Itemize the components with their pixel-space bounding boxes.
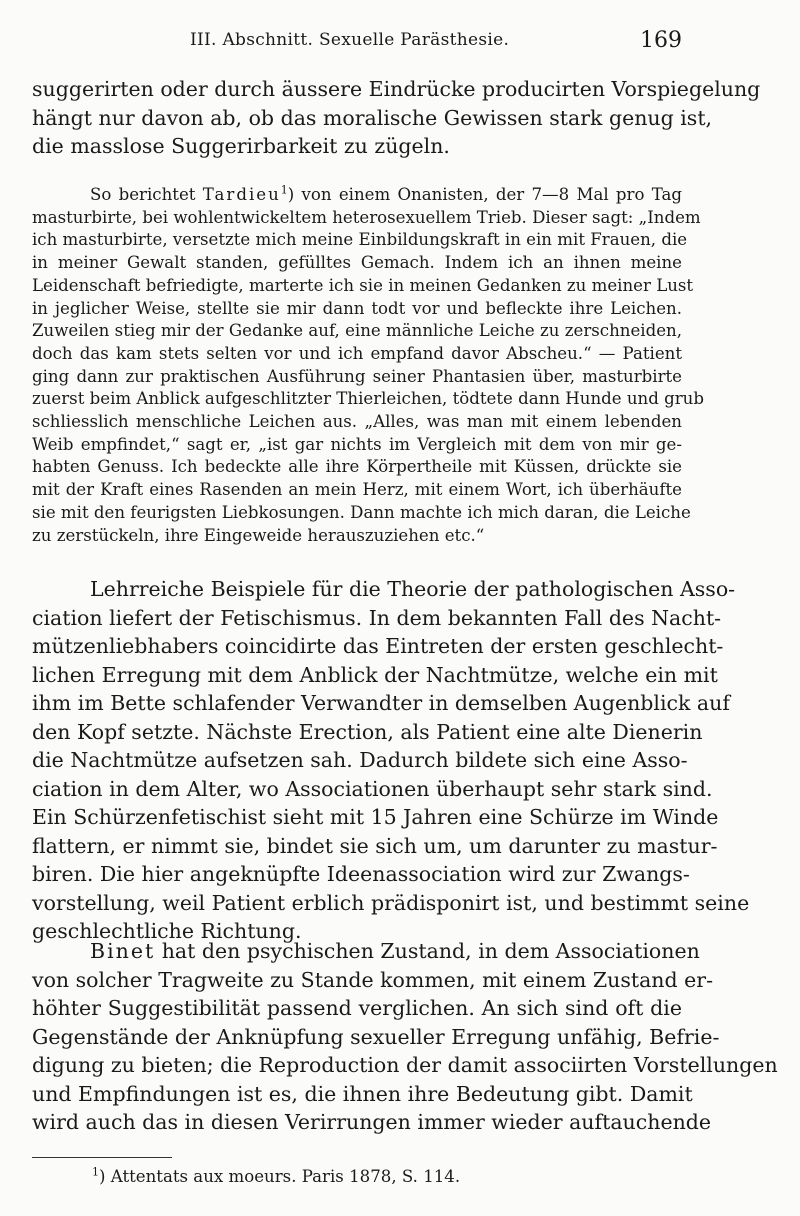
text-line: höhter Suggestibilität passend verglichen. An sich sind oft die [32,996,682,1020]
quote-block [32,183,704,547]
text-line: die Nachtmütze aufsetzen sah. Dadurch bildete sich eine Asso- [32,748,688,772]
text-line: vorstellung, weil Patient erblich prädisponirt ist, und bestimmt seine [32,890,750,915]
text-line: mit der Kraft eines Rasenden an mein Herz, mit einem Wort, ich überhäufte [32,480,682,500]
chapter-title: III. Abschnitt. Sexuelle Parästhesie. [190,30,510,50]
page-number: 169 [640,28,682,53]
footnote-text: ) Attentats aux moeurs. Paris 1878, S. 114. [99,1167,461,1186]
text-line: hängt nur davon ab, ob das moralische Gewissen stark genug ist, [32,105,713,130]
binet-author: Binet [90,939,156,963]
footnote-mark: 1 [280,183,288,197]
text-line: in meiner Gewalt standen, gefülltes Gemach. Indem ich an ihnen meine [32,253,682,273]
quote-author: Tardieu [202,185,281,204]
text-line: geschlechtliche Richtung. [32,919,302,943]
text-line: doch das kam stets selten vor und ich empfand davor Abscheu.“ — Patient [32,343,682,363]
text-line: Weib empfindet,“ sagt er, „ist gar nichts im Vergleich mit dem von mir ge- [32,434,682,454]
text-line: mützenliebhabers coincidirte das Eintreten der ersten geschlecht- [32,634,724,658]
text-line: sie mit den feurigsten Liebkosungen. Dann machte ich mich daran, die Leiche [32,502,691,522]
text-line: in jeglicher Weise, stellte sie mir dann todt vor und befleckte ihre Leichen. [32,298,682,318]
quote-prefix: So berichtet [90,185,196,204]
text-line: ciation in dem Alter, wo Associationen überhaupt sehr stark sind. [32,776,713,801]
text-line: Ein Schürzenfetischist sieht mit 15 Jahren eine Schürze im Winde [32,805,719,829]
text-line: Gegenstände der Anknüpfung sexueller Erregung unfähig, Befrie- [32,1024,720,1049]
quote-first-line: von einem Onanisten, der 7—8 Mal pro Tag [301,185,683,204]
text-line: masturbirte, bei wohlentwickeltem heterosexuellem Trieb. Dieser sagt: „Indem [32,207,701,227]
text-line: Leidenschaft befriedigte, marterte ich sie in meinen Gedanken zu meiner Lust [32,275,694,295]
text-line: von solcher Tragweite zu Stande kommen, mit einem Zustand er- [32,967,713,992]
paragraph-fetishism [32,575,750,946]
footnote-divider [32,1157,172,1158]
text-line: habten Genuss. Ich bedeckte alle ihre Körpertheile mit Küssen, drückte sie [32,457,682,477]
text-line: digung zu bieten; die Reproduction der damit associirten Vorstellungen [32,1053,778,1077]
text-line: und Empfindungen ist es, die ihnen ihre Bedeutung gibt. Damit [32,1081,693,1106]
text-line: zu zerstückeln, ihre Eingeweide herauszuziehen etc.“ [32,525,485,545]
running-head [190,30,690,60]
text-line: schliesslich menschliche Leichen aus. „Alles, was man mit einem lebenden [32,412,682,432]
text-line: ciation liefert der Fetischismus. In dem bekannten Fall des Nacht- [32,605,722,630]
text-line: flattern, er nimmt sie, bindet sie sich um, um darunter zu mastur- [32,833,718,858]
paragraph-intro [32,75,761,161]
text-line: biren. Die hier angeknüpfte Ideenassociation wird zur Zwangs- [32,862,690,886]
text-line: Zuweilen stieg mir der Gedanke auf, eine männliche Leiche zu zerschneiden, [32,321,682,341]
text-line: wird auch das in diesen Verirrungen immer wieder auftauchende [32,1110,712,1134]
footnote [92,1166,460,1188]
text-line: Lehrreiche Beispiele für die Theorie der pathologischen Asso- [90,577,736,601]
text-line: suggerirten oder durch äussere Eindrücke producirten Vorspiegelung [32,77,761,101]
text-line: zuerst beim Anblick aufgeschlitzter Thierleichen, tödtete dann Hunde und grub [32,389,704,409]
text-line: die masslose Suggerirbarkeit zu zügeln. [32,134,450,158]
text-line: den Kopf setzte. Nächste Erection, als Patient eine alte Dienerin [32,719,703,744]
binet-first-line: hat den psychischen Zustand, in dem Associationen [161,939,700,963]
text-line: lichen Erregung mit dem Anblick der Nachtmütze, welche ein mit [32,662,718,687]
text-line: ging dann zur praktischen Ausführung seiner Phantasien über, masturbirte [32,366,682,386]
text-line: ihm im Bette schlafender Verwandter in demselben Augenblick auf [32,691,730,715]
text-line: ich masturbirte, versetzte mich meine Einbildungskraft in ein mit Frauen, die [32,230,688,250]
text-line [32,937,700,966]
paragraph-binet [32,937,778,1137]
text-line: So berichtet Tardieu$^1$) von einem Onanisten, der 7—8 Mal pro Tag [90,183,683,204]
footnote-mark: 1 [92,1165,99,1179]
